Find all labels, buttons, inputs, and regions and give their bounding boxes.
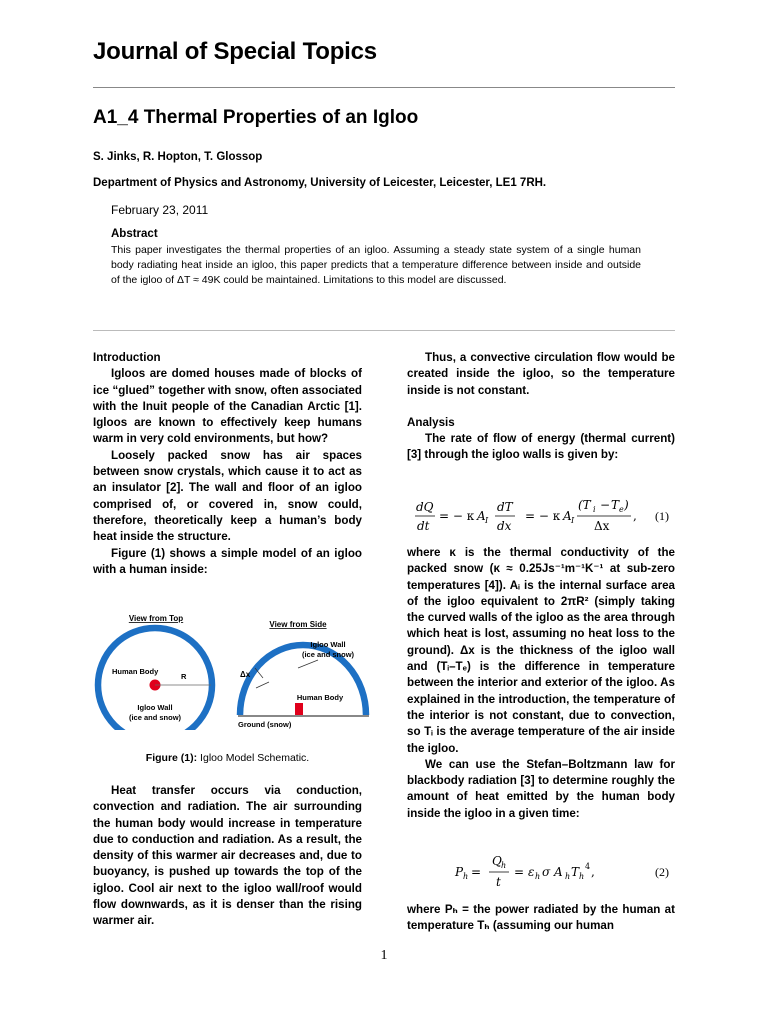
eq1-dt-top: dT bbox=[497, 500, 513, 514]
eq2-sigma: σ A bbox=[542, 865, 563, 879]
eq1-subscript-i-1: I bbox=[485, 516, 489, 525]
eq1-a-2: A bbox=[563, 509, 572, 523]
igloo-wall-label-side-2: (ice and snow) bbox=[301, 650, 355, 659]
eq1-dx: dx bbox=[497, 519, 512, 533]
eq2-p: P bbox=[455, 865, 464, 879]
human-body-label-top: Human Body bbox=[112, 667, 159, 676]
radius-label: R bbox=[181, 672, 187, 681]
analysis-paragraph-1: The rate of flow of energy (thermal current) [3] through the igloo walls is given by: bbox=[407, 432, 675, 462]
eq2-equals-2: = bbox=[514, 865, 525, 879]
eq2-equals-1: = bbox=[471, 865, 482, 879]
eq1-comma: , bbox=[633, 509, 637, 523]
intro-paragraph-2: Loosely packed snow has air spaces between snow crystals, which cause it to act as an insulator [2]. The wall and floor of an igloo comprised of, or covered in, snow could, therefore, theoretically keep a human’s body heat inside the structure. bbox=[93, 448, 362, 544]
wall-pointer-line bbox=[298, 660, 318, 668]
paper-affiliation: Department of Physics and Astronomy, University of Leicester, Leicester, LE1 7RH. bbox=[93, 177, 547, 189]
right-column-bottom bbox=[407, 902, 675, 935]
eq1-minus: − bbox=[600, 498, 611, 512]
figure-caption-label: Figure (1): bbox=[145, 752, 198, 764]
power-radiated-paragraph: where Pₕ = the power radiated by the human at temperature Tₕ (assuming our human bbox=[407, 903, 675, 933]
figure-caption bbox=[93, 752, 362, 764]
delta-x-label: Δx bbox=[240, 670, 251, 679]
paper-title: A1_4 Thermal Properties of an Igloo bbox=[93, 107, 419, 128]
eq1-sub-e: e bbox=[619, 505, 624, 514]
paper-authors: S. Jinks, R. Hopton, T. Glossop bbox=[93, 151, 263, 163]
intro-paragraph-1: Igloos are domed houses made of blocks of ice “glued” together with snow, often associated with the Inuit people of the Canadian Arctic [1]. Igloos are known to effectively keep humans warm in very cold environments, but how? bbox=[93, 367, 362, 446]
eq1-number: (1) bbox=[655, 509, 669, 523]
igloo-wall-label-side-1: Igloo Wall bbox=[310, 640, 346, 649]
intro-paragraph-3: Figure (1) shows a simple model of an igloo with a human inside: bbox=[93, 546, 362, 576]
eq2-t: t bbox=[496, 875, 501, 889]
eq1-a-1: A bbox=[477, 509, 486, 523]
right-column-top bbox=[407, 350, 675, 464]
top-view-title: View from Top bbox=[128, 614, 184, 623]
analysis-heading: Analysis bbox=[407, 415, 455, 429]
stefan-boltzmann-paragraph: We can use the Stefan–Boltzmann law for blackbody radiation [3] to determine roughly the amount of heat emitted by the human body inside the igloo in a given time: bbox=[407, 757, 675, 820]
human-body-label-side: Human Body bbox=[296, 693, 344, 702]
abstract-divider bbox=[93, 330, 675, 331]
eq1-dt: dt bbox=[417, 519, 430, 533]
eq2-number: (2) bbox=[655, 865, 669, 879]
paper-date: February 23, 2011 bbox=[111, 203, 209, 217]
eq1-sub-i: i bbox=[593, 505, 596, 514]
eq1-subscript-i-2: I bbox=[571, 516, 575, 525]
eq2-q: Q bbox=[492, 854, 502, 868]
eq1-equals-1: = − κ bbox=[439, 509, 475, 523]
abstract-text: This paper investigates the thermal properties of an igloo. Assuming a steady state system of a single human body radiating heat inside an igloo, this paper predicts that a temperature difference between inside and outside of the igloo of ΔT ≈ 49K could be maintained. Limitations to this model are discussed. bbox=[111, 244, 641, 287]
equation-2 bbox=[407, 852, 675, 892]
conductivity-text-b: at sub-zero temperatures [4]). Aᵢ is the internal surface area of the igloo equivalent to 2πR² (simply taking the curved walls of the igloo as the area through which heat is lost, assuming no heat loss to the ground). Δx is the thickness of the igloo wall and (Tᵢ–Tₑ) is the difference in temperature between the interior and exterior of the igloo. As explained in the introduction, the temperature of the interior is not constant, due to convection, so Tᵢ is the average temperature of the air inside the igloo. bbox=[407, 562, 675, 755]
convection-paragraph: Thus, a convective circulation flow would be created inside the igloo, so the temperature inside is not constant. bbox=[407, 351, 675, 397]
side-view-title: View from Side bbox=[269, 620, 327, 629]
igloo-figure bbox=[93, 606, 373, 730]
eq2-sub-h-4: h bbox=[565, 872, 571, 881]
header-divider bbox=[93, 87, 675, 88]
figure-caption-text: Igloo Model Schematic. bbox=[197, 752, 310, 764]
heat-transfer-paragraph: Heat transfer occurs via conduction, convection and radiation. The air surrounding the human body would increase in temperature due to conduction and radiation. As a result, the density of this warmer air decreases and, due to buoyancy, is pushed up towards the top of the igloo. Cool air next to the igloo wall/roof would flow downwards, as it is denser than the rising warmer air. bbox=[93, 784, 362, 928]
eq2-sub-h-5: h bbox=[579, 872, 585, 881]
left-column-bottom bbox=[93, 783, 362, 930]
equation-1 bbox=[407, 496, 675, 536]
left-column-top bbox=[93, 350, 362, 578]
eq1-delta-x: Δx bbox=[594, 519, 610, 533]
eq2-sub-h-3: h bbox=[535, 872, 541, 881]
eq2-sub-h: h bbox=[463, 872, 469, 881]
eq2-th: T bbox=[571, 865, 580, 879]
journal-title: Journal of Special Topics bbox=[93, 38, 377, 65]
conductivity-value: κ ≈ 0.25Js⁻¹m⁻¹K⁻¹ bbox=[493, 562, 604, 576]
page-number: 1 bbox=[380, 948, 388, 963]
eq1-dq: dQ bbox=[416, 500, 434, 514]
igloo-wall-label-top-1: Igloo Wall bbox=[137, 703, 173, 712]
eq2-comma: , bbox=[591, 865, 595, 879]
eq1-close-paren: ) bbox=[624, 498, 629, 512]
abstract-heading: Abstract bbox=[111, 228, 158, 240]
conductivity-text-a: where κ is the thermal conductivity of the packed snow ( bbox=[407, 546, 675, 576]
igloo-wall-label-top-2: (ice and snow) bbox=[128, 713, 182, 722]
eq1-te: T bbox=[611, 498, 620, 512]
introduction-heading: Introduction bbox=[93, 351, 161, 364]
eq1-equals-2: = − κ bbox=[525, 509, 561, 523]
eq1-temp-diff: (T bbox=[578, 498, 591, 512]
eq2-sub-h-2: h bbox=[501, 861, 507, 870]
ground-label: Ground (snow) bbox=[238, 720, 292, 729]
delta-x-arrow-2 bbox=[256, 682, 269, 688]
right-column-middle bbox=[407, 545, 675, 822]
analysis-paragraph-2 bbox=[407, 545, 675, 757]
eq2-power-4: 4 bbox=[585, 862, 591, 871]
eq2-epsilon: ε bbox=[528, 865, 535, 879]
human-body-side-marker bbox=[295, 703, 303, 715]
